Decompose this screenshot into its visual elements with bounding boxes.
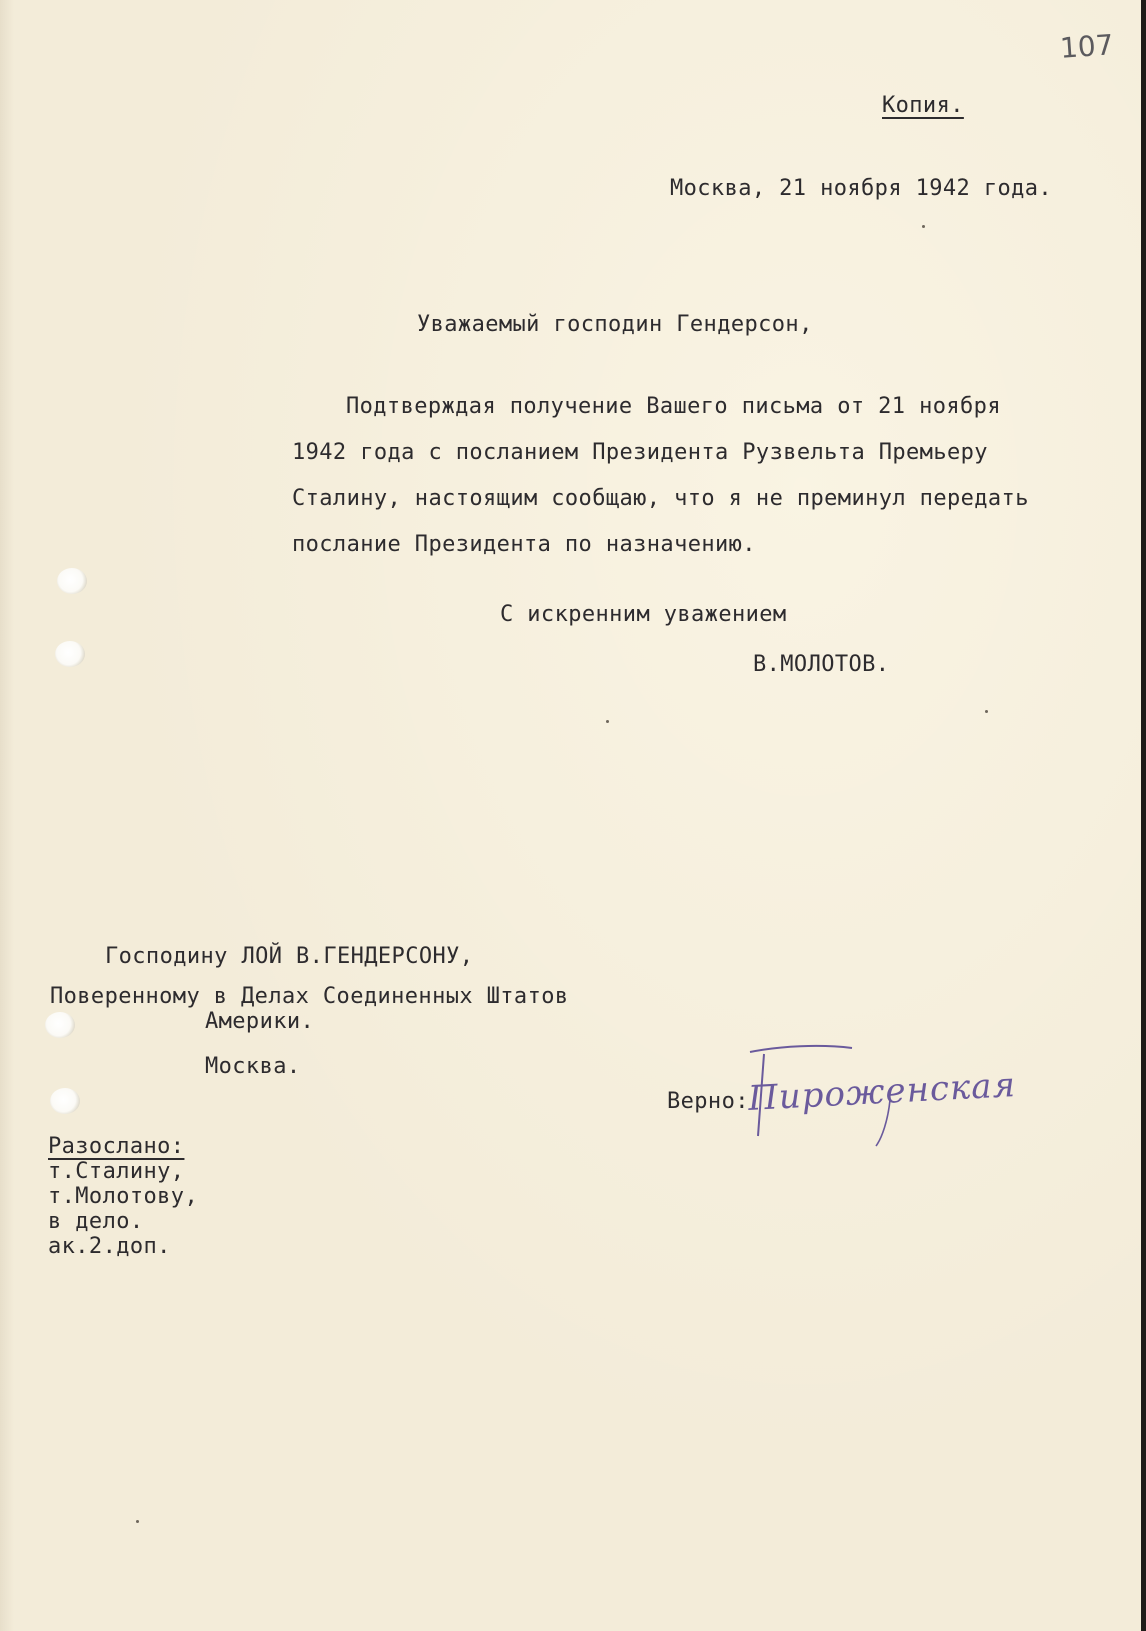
addressee-title: Поверенному в Делах Соединенных Штатов: [50, 984, 569, 1009]
copy-mark: Копия.: [882, 93, 964, 118]
salutation: Уважаемый господин Гендерсон,: [417, 312, 813, 337]
addressee-name: Господину ЛОЙ В.ГЕНДЕРСОНУ,: [105, 944, 474, 969]
page-number: 107: [1058, 28, 1115, 65]
paper-speck: [985, 710, 988, 713]
body-line: 1942 года с посланием Президента Рузвельта Премьеру: [292, 440, 988, 465]
body-line: Подтверждая получение Вашего письма от 21 ноября: [346, 394, 1001, 419]
paper-speck: [922, 225, 925, 228]
distribution-item: ак.2.доп.: [48, 1234, 171, 1259]
paper-speck: [136, 1520, 139, 1523]
distribution-item: т.Сталину,: [48, 1159, 185, 1184]
certification-label: Верно:: [667, 1089, 749, 1114]
signature: В.МОЛОТОВ.: [753, 652, 890, 677]
punch-hole: [55, 641, 85, 667]
punch-hole: [57, 568, 87, 594]
distribution-item: в дело.: [48, 1209, 144, 1234]
signature-flourish: [740, 1040, 920, 1150]
distribution-item: т.Молотову,: [48, 1184, 199, 1209]
body-line: послание Президента по назначению.: [292, 532, 756, 557]
addressee-title-cont: Америки.: [205, 1009, 315, 1034]
body-line: Сталину, настоящим сообщаю, что я не преминул передать: [292, 486, 1029, 511]
closing: С искренним уважением: [500, 602, 787, 627]
punch-hole: [50, 1088, 80, 1114]
place-date: Москва, 21 ноября 1942 года.: [670, 176, 1053, 201]
handwritten-signature: Пироженская: [747, 1065, 1017, 1119]
paper-speck: [606, 720, 609, 723]
distribution-heading: Разослано:: [48, 1134, 185, 1159]
addressee-city: Москва.: [205, 1054, 301, 1079]
punch-hole: [45, 1012, 75, 1038]
scan-border: [1141, 0, 1146, 1631]
